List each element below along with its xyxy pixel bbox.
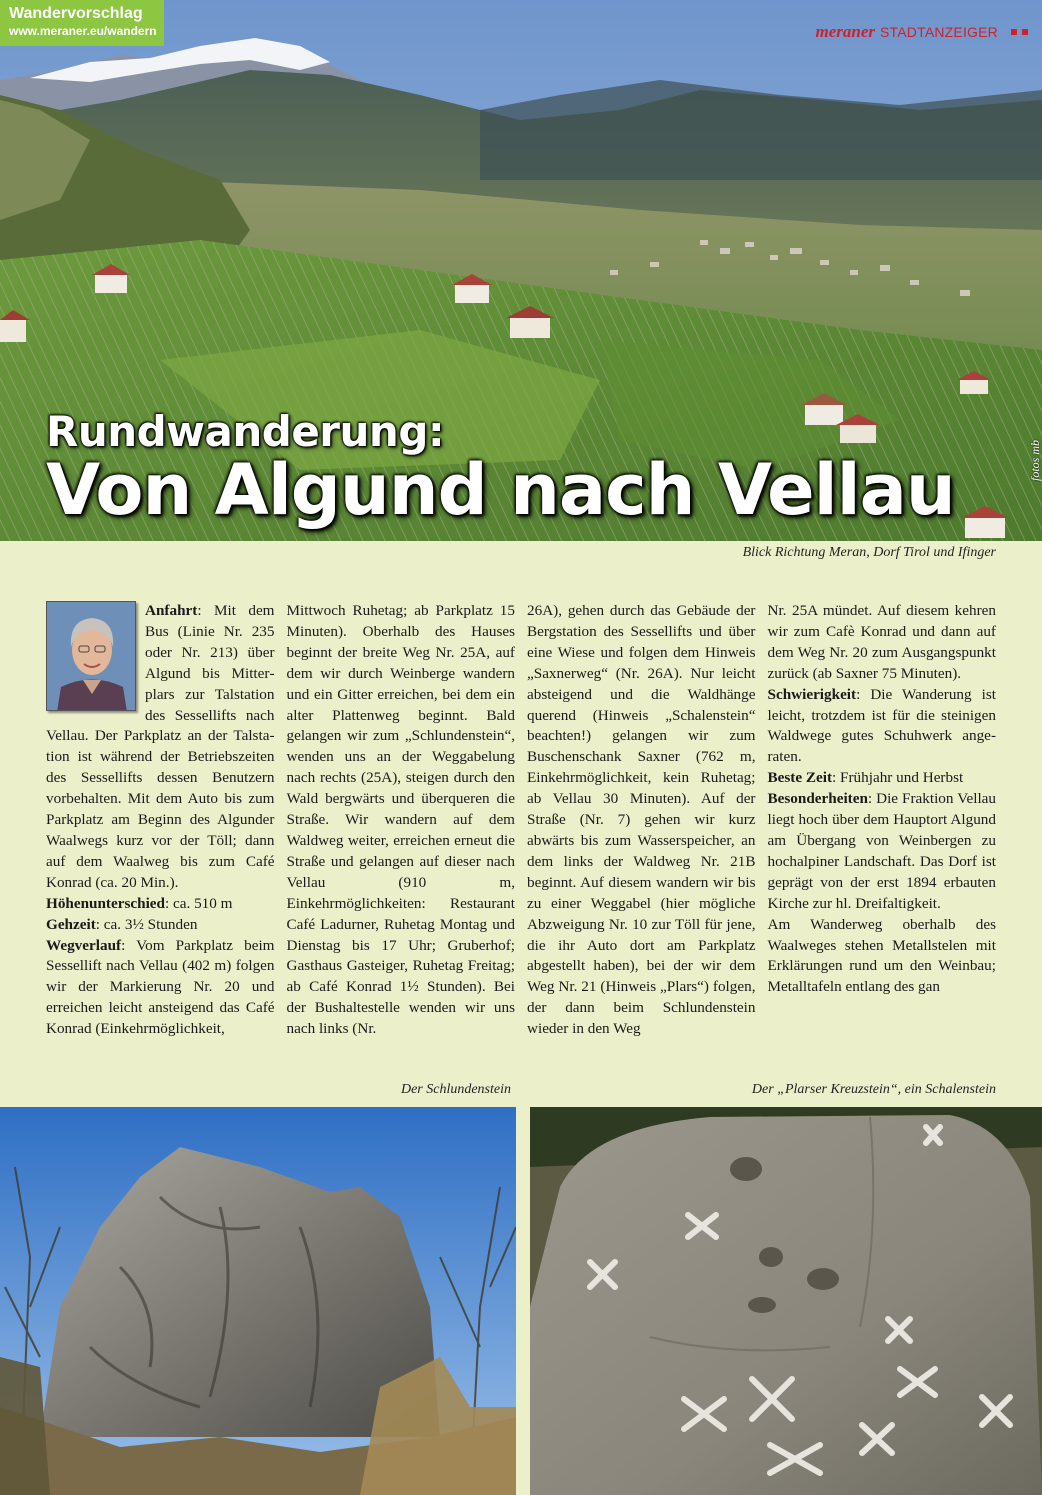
article-column-1 bbox=[46, 601, 275, 1041]
label-gehzeit: Gehzeit bbox=[46, 915, 96, 933]
text-besonderheiten: : Die Fraktion Vellau liegt hoch über dem Hauptort Algund am Übergang von Weinbergen zu hochalpiner Landschaft. Das Dorf ist geprägt von der erst 1894 erbauten Kirche zur hl. Dreifaltigkeit. bbox=[767, 790, 996, 912]
text-column-4-intro: Nr. 25A mündet. Auf diesem kehren wir zum Cafè Konrad und dann auf dem Weg Nr. 20 zum Ausgangspunkt zurück (ab Saxner 75 Minuten). bbox=[767, 602, 996, 682]
section-title: Wandervorschlag bbox=[9, 5, 143, 22]
author-portrait-image bbox=[47, 602, 136, 711]
text-column-4-outro: Am Wanderweg oberhalb des Waalweges stehen Metallstelen mit Erklärungen rund um den Weinbau; Metalltafeln entlang des gan bbox=[767, 915, 996, 996]
label-wegverlauf: Wegverlauf bbox=[46, 936, 122, 954]
label-anfahrt: Anfahrt bbox=[145, 602, 198, 619]
article-column-2 bbox=[287, 601, 516, 1041]
article-column-3 bbox=[527, 601, 756, 1041]
section-url[interactable]: www.meraner.eu/wandern bbox=[9, 24, 157, 38]
schlundenstein-rock-image bbox=[0, 1107, 516, 1495]
label-beste-zeit: Beste Zeit bbox=[767, 769, 833, 787]
text-wegverlauf: : Vom Parkplatz beim Sessellift nach Vellau (402 m) folgen wir der Markierung Nr. 20 und erreichen leicht ansteigend das Café Konrad (Einkehrmöglichkeit, bbox=[46, 936, 275, 1038]
masthead bbox=[816, 22, 1028, 42]
label-hoehenunterschied: Höhenunterschied bbox=[46, 894, 165, 912]
label-besonderheiten: Besonderheiten bbox=[767, 790, 868, 808]
photo-schlundenstein bbox=[0, 1107, 516, 1495]
caption-schlundenstein: Der Schlundenstein bbox=[400, 1082, 511, 1097]
photo-kreuzstein bbox=[530, 1107, 1042, 1495]
text-column-2: Mittwoch Ruhetag; ab Parkplatz 15 Minuten). Oberhalb des Hauses beginnt der breite Weg Nr. 25A, auf dem wir durch Weinberge wandern und ein Gitter erreichen, bei dem ein alter Plattenweg beginnt. Bald gelangen wir zum „Schlundenstein“, wenden uns an der Weggabelung nach rechts (25A), steigen durch den Wald bergwärts und überqueren die Straße. Wir wandern auf dem Waldweg weiter, erreichen erneut die Straße und gelangen auf dieser nach Vellau (910 m, Einkehrmöglichkeiten: Restaurant Café Ladurner, Ruhetag Montag und Dienstag bis 17 Uhr; Gruberhof; Gasthaus Gasteiger, Ruhetag Freitag; ab Café Konrad 1½ Stunden). Bei der Bushaltestelle wenden wir uns nach links (Nr. bbox=[286, 602, 515, 1038]
section-tag bbox=[0, 0, 164, 46]
headline-kicker: Rundwanderung: bbox=[46, 407, 445, 456]
label-schwierigkeit: Schwierigkeit bbox=[767, 685, 857, 703]
kreuzstein-rock-image bbox=[530, 1107, 1042, 1495]
text-gehzeit: : ca. 3½ Stunden bbox=[95, 915, 198, 933]
article-body bbox=[46, 601, 996, 1041]
masthead-square-icons bbox=[1011, 29, 1028, 35]
article-column-4 bbox=[768, 601, 997, 1041]
author-portrait bbox=[46, 601, 136, 711]
masthead-name: STADTANZEIGER bbox=[880, 24, 998, 40]
masthead-brand: meraner bbox=[815, 22, 876, 41]
text-schwierigkeit: : Die Wanderung ist leicht, trotzdem ist für die steinigen Waldwege gutes Schuhwerk angeraten. bbox=[767, 685, 996, 766]
text-column-3: 26A), gehen durch das Gebäude der Bergstation des Sessellifts und über eine Wiese und folgen dem Hinweis „Saxnerweg“ (Nr. 26A). Nur leicht absteigend und die Waldhänge querend (Hinweis „Schalenstein“ beachten!) gelangen wir zum Buschenschank Saxner (762 m, Einkehrmöglichkeit, kein Ruhetag; ab Vellau 30 Minuten). Auf der Straße (Nr. 7) gehen wir kurz abwärts bis zum Wasserspeicher, an dem links der Waldweg Nr. 21B beginnt. Auf diesem wandern wir bis zu einer Weggabel (hier mögliche Abzweigung Nr. 10 zur Töll für jene, die ihr Auto dort am Parkplatz abgestellt haben), bei der wir dem Weg Nr. 21 (Hinweis „Plars“) folgen, der dann beim Schlundenstein wieder in den Weg bbox=[527, 602, 756, 1038]
photo-credit: fotos mb bbox=[1028, 440, 1042, 482]
text-hoehenunterschied: : ca. 510 m bbox=[164, 894, 233, 912]
headline-title: Von Algund nach Vellau bbox=[46, 449, 955, 531]
caption-kreuzstein: Der „Plarser Kreuzstein“, ein Schalenstein bbox=[751, 1082, 996, 1097]
hero-caption: Blick Richtung Meran, Dorf Tirol und Ifinger bbox=[742, 545, 996, 560]
text-anfahrt: : Mit dem Bus (Linie Nr. 235 oder Nr. 213) über Algund bis Mitterplars zur Talstation des Sessellifts nach Vellau. Der Parkplatz an der Talstation ist während der Betriebszeiten des Sessellifts dessen Benutzern vorbehalten. Mit dem Auto bis zum Parkplatz am Beginn des Algunder Waalwegs kurz vor der Töll; dann auf dem Waalweg bis zum Café Konrad (ca. 20 Min.). bbox=[46, 602, 275, 891]
text-beste-zeit: : Frühjahr und Herbst bbox=[832, 769, 964, 787]
